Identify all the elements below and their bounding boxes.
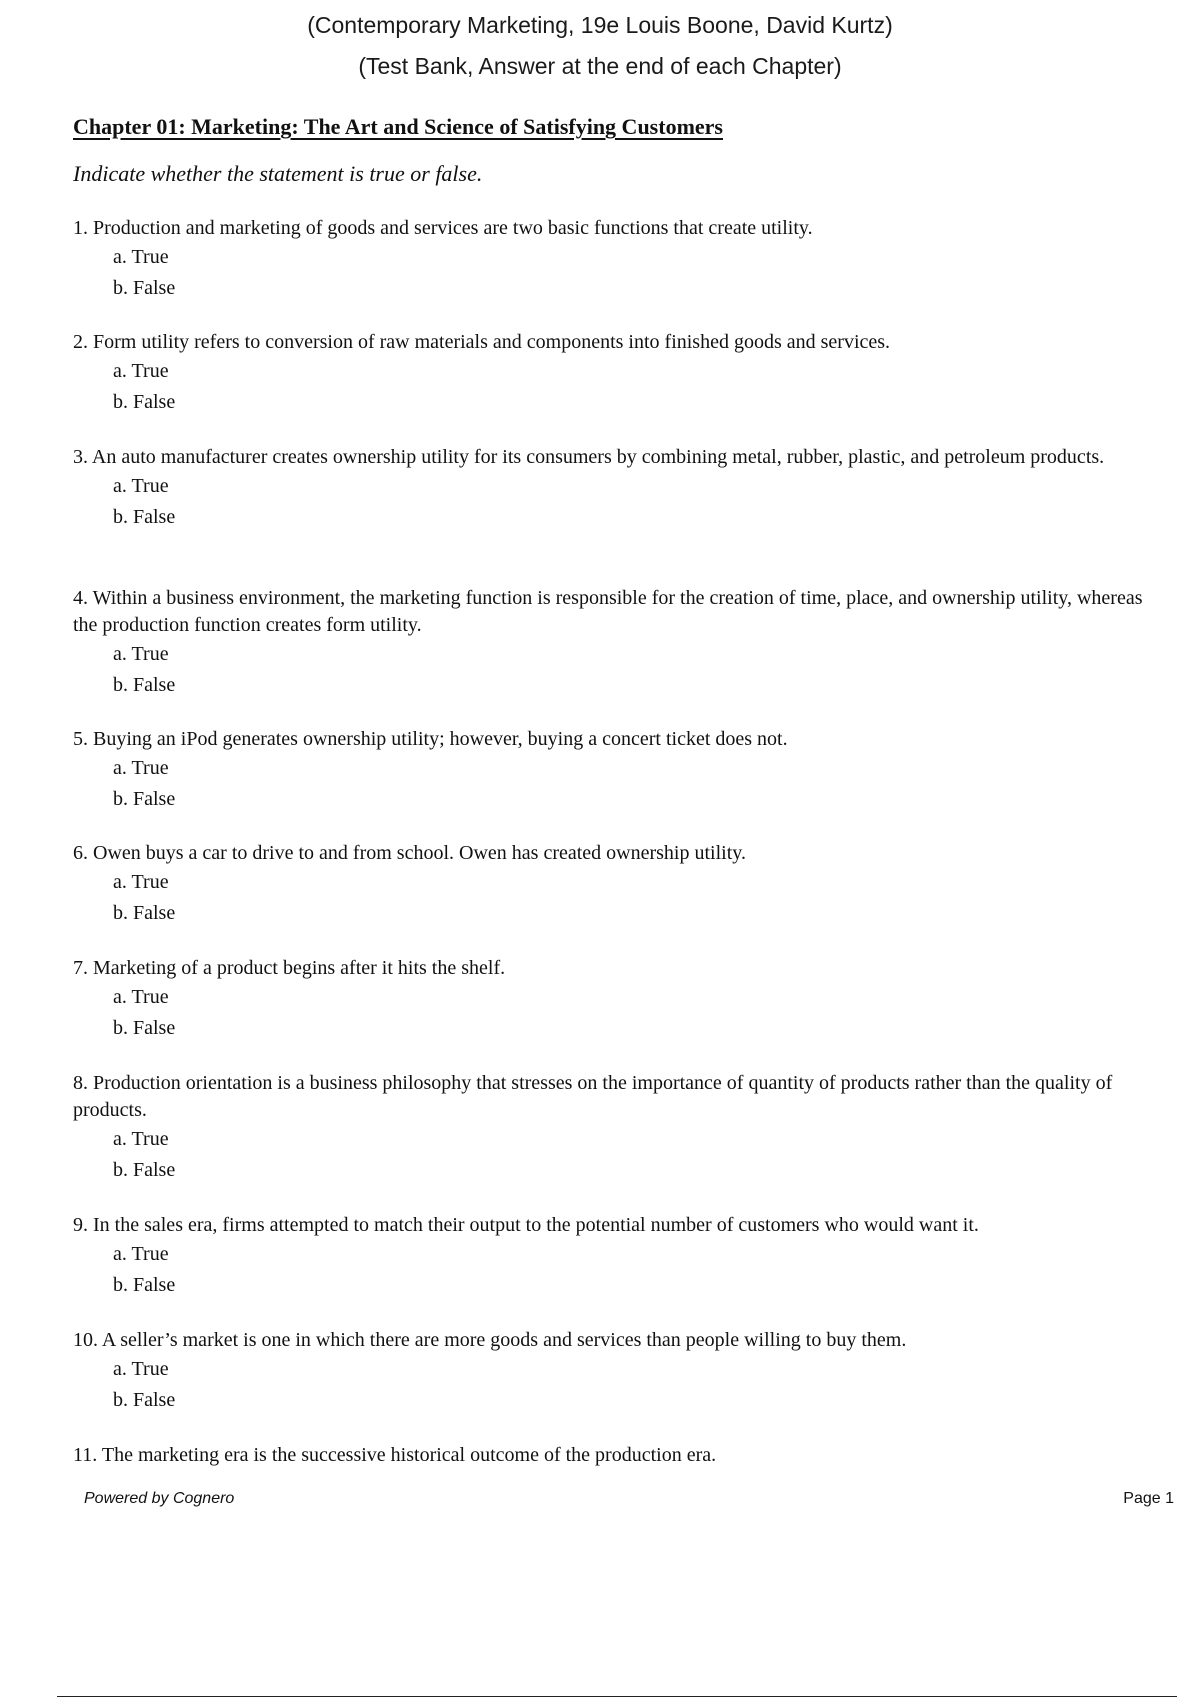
header-note-line: (Test Bank, Answer at the end of each Chapter)	[358, 53, 842, 79]
option-true: a. True	[113, 643, 169, 665]
option-true: a. True	[113, 1358, 169, 1380]
question	[73, 215, 1143, 304]
question-text: 6. Owen buys a car to drive to and from school. Owen has created ownership utility.	[73, 842, 746, 864]
question	[73, 1442, 1143, 1469]
option-false: b. False	[113, 1017, 176, 1039]
option-true: a. True	[113, 246, 169, 268]
question-text: 10. A seller’s market is one in which there are more goods and services than people willing to buy them.	[73, 1329, 907, 1351]
option-true: a. True	[113, 1243, 169, 1265]
footer-powered-by: Powered by Cognero	[84, 1490, 235, 1507]
option-true: a. True	[113, 1128, 169, 1150]
option-true: a. True	[113, 986, 169, 1008]
question-text: 8. Production orientation is a business philosophy that stresses on the importance of quantity of products rather than the quality of products.	[73, 1072, 1113, 1121]
question-text: 5. Buying an iPod generates ownership utility; however, buying a concert ticket does not.	[73, 728, 788, 750]
question-text: 1. Production and marketing of goods and services are two basic functions that create utility.	[73, 217, 813, 239]
option-false: b. False	[113, 1389, 176, 1411]
question-text: 3. An auto manufacturer creates ownership utility for its consumers by combining metal, rubber, plastic, and petroleum products.	[73, 446, 1105, 468]
question	[73, 840, 1143, 929]
question-text: 9. In the sales era, firms attempted to match their output to the potential number of customers who would want it.	[73, 1214, 979, 1236]
option-false: b. False	[113, 1159, 176, 1181]
instruction-text: Indicate whether the statement is true or false.	[73, 161, 483, 186]
option-false: b. False	[113, 506, 176, 528]
question-text: 2. Form utility refers to conversion of raw materials and components into finished goods and services.	[73, 331, 891, 353]
question	[73, 585, 1143, 701]
question	[73, 444, 1143, 533]
option-true: a. True	[113, 757, 169, 779]
option-true: a. True	[113, 475, 169, 497]
chapter-title: Chapter 01: Marketing: The Art and Science of Satisfying Customers	[73, 114, 723, 139]
question	[73, 1212, 1143, 1301]
option-false: b. False	[113, 1274, 176, 1296]
question	[73, 1070, 1143, 1186]
option-false: b. False	[113, 674, 176, 696]
option-false: b. False	[113, 788, 176, 810]
option-true: a. True	[113, 360, 169, 382]
bottom-divider	[57, 1696, 1177, 1697]
question-text: 7. Marketing of a product begins after it hits the shelf.	[73, 957, 506, 979]
question	[73, 1327, 1143, 1416]
question	[73, 955, 1143, 1044]
header-source-line: (Contemporary Marketing, 19e Louis Boone, David Kurtz)	[307, 12, 893, 38]
footer-page-number: Page 1	[1123, 1490, 1174, 1507]
question-text: 11. The marketing era is the successive historical outcome of the production era.	[73, 1444, 717, 1466]
option-false: b. False	[113, 391, 176, 413]
question	[73, 329, 1143, 418]
option-false: b. False	[113, 277, 176, 299]
question-text: 4. Within a business environment, the marketing function is responsible for the creation of time, place, and ownership utility, whereas the production function creates form utility.	[73, 587, 1143, 636]
option-true: a. True	[113, 871, 169, 893]
question	[73, 726, 1143, 815]
option-false: b. False	[113, 902, 176, 924]
